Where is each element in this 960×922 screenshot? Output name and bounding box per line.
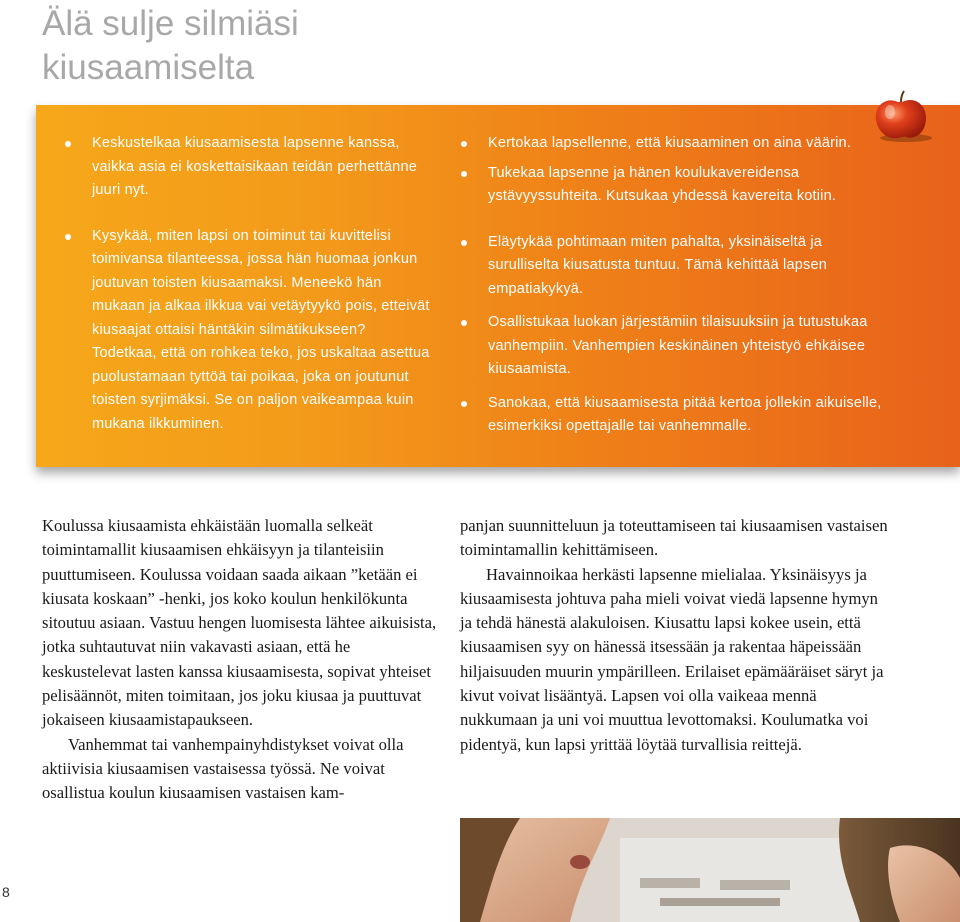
body-paragraph: Koulussa kiusaamista ehkäistään luomalla selkeät toimintamallit kiusaamisen ehkäisyyn ja tilanteisiin puuttumiseen. Koulussa voidaan saada aikaan ”ketään ei kiusata koskaan” -henki, jos koko koulun henkilökunta sitoutuu asiaan. Vastuu hengen luomisesta lähtee aikuisista, jotka suhtautuvat niin vakavasti asiaan, että he keskustelevat lasten kanssa kiusaamisesta, sopivat yhteiset pelisäännöt, miten toimitaan, jos joku kiusaa ja puuttuvat jokaiseen kiusaamistapaukseen.	[42, 516, 437, 730]
body-paragraph: panjan suunnitteluun ja toteuttamiseen tai kiusaamisen vastaisen toimintamallin kehittämiseen.	[460, 516, 888, 560]
tip-item: Tukekaa lapsenne ja hänen koulukavereidensa ystävyyssuhteita. Kutsukaa yhdessä kavereita kotiin.	[488, 162, 888, 209]
body-left-column	[42, 514, 442, 806]
body-right-column	[460, 514, 888, 757]
tip-item: Osallistukaa luokan järjestämiin tilaisuuksiin ja tutustukaa vanhempiin. Vanhempien keskinäinen yhteistyö ehkäisee kiusaamista.	[488, 311, 888, 382]
body-paragraph: Havainnoikaa herkästi lapsenne mielialaa. Yksinäisyys ja kiusaamisesta johtuva paha mieli voivat viedä lapsenne hymyn ja tehdä hänestä alakuloisen. Kiusattu lapsi kokee usein, että kiusaamisen syy on hänessä itsessään ja rakentaa häpeissään hiljaisuuden muurin ympärilleen. Erilaiset epämääräiset säryt ja kivut voivat lisääntyä. Lapsen voi olla vaikeaa mennä nukkumaan ja uni voi muuttua levottomaksi. Koulumatka voi pidentyä, kun lapsi yrittää löytää turvallisia reittejä.	[460, 564, 884, 754]
classroom-photo-art	[460, 818, 960, 922]
tip-item: Kertokaa lapsellenne, että kiusaaminen on aina väärin.	[488, 132, 888, 156]
tip-item: Sanokaa, että kiusaamisesta pitää kertoa jollekin aikuiselle, esimerkiksi opettajalle tai vanhemmalle.	[488, 392, 888, 439]
page-title: Älä sulje silmiäsi kiusaamiselta	[42, 4, 299, 87]
page-number: 8	[2, 884, 10, 900]
body-paragraph: Vanhemmat tai vanhempainyhdistykset voivat olla aktiivisia kiusaamisen vastaisessa työssä. Ne voivat osallistua koulun kiusaamisen vastaisen kam-	[42, 734, 404, 803]
tip-item: Kysykää, miten lapsi on toiminut tai kuvittelisi toimivansa tilanteessa, jossa hän huomaa jonkun joutuvan toisten kiusaamaksi. Meneekö hän mukaan ja alkaa ilkkua vai vetäytyykö pois, etteivät kiusaajat ottaisi häntäkin silmätikukseen? Todetkaa, että on rohkea teko, jos uskaltaa asettua puolustamaan tyttöä tai poikaa, joka on joutunut toisten syrjimäksi. Se on paljon vaikeampaa kuin mukana ilkkuminen.	[92, 225, 432, 437]
tips-left-column	[92, 132, 432, 458]
classroom-photo	[460, 818, 960, 922]
tip-item: Keskustelkaa kiusaamisesta lapsenne kanssa, vaikka asia ei koskettaisikaan teidän perhettänne juuri nyt.	[92, 132, 432, 203]
tips-right-column	[488, 132, 888, 461]
tip-item: Eläytykää pohtimaan miten pahalta, yksinäiseltä ja surulliselta kiusatusta tuntuu. Tämä kehittää lapsen empatiakykyä.	[488, 231, 888, 302]
